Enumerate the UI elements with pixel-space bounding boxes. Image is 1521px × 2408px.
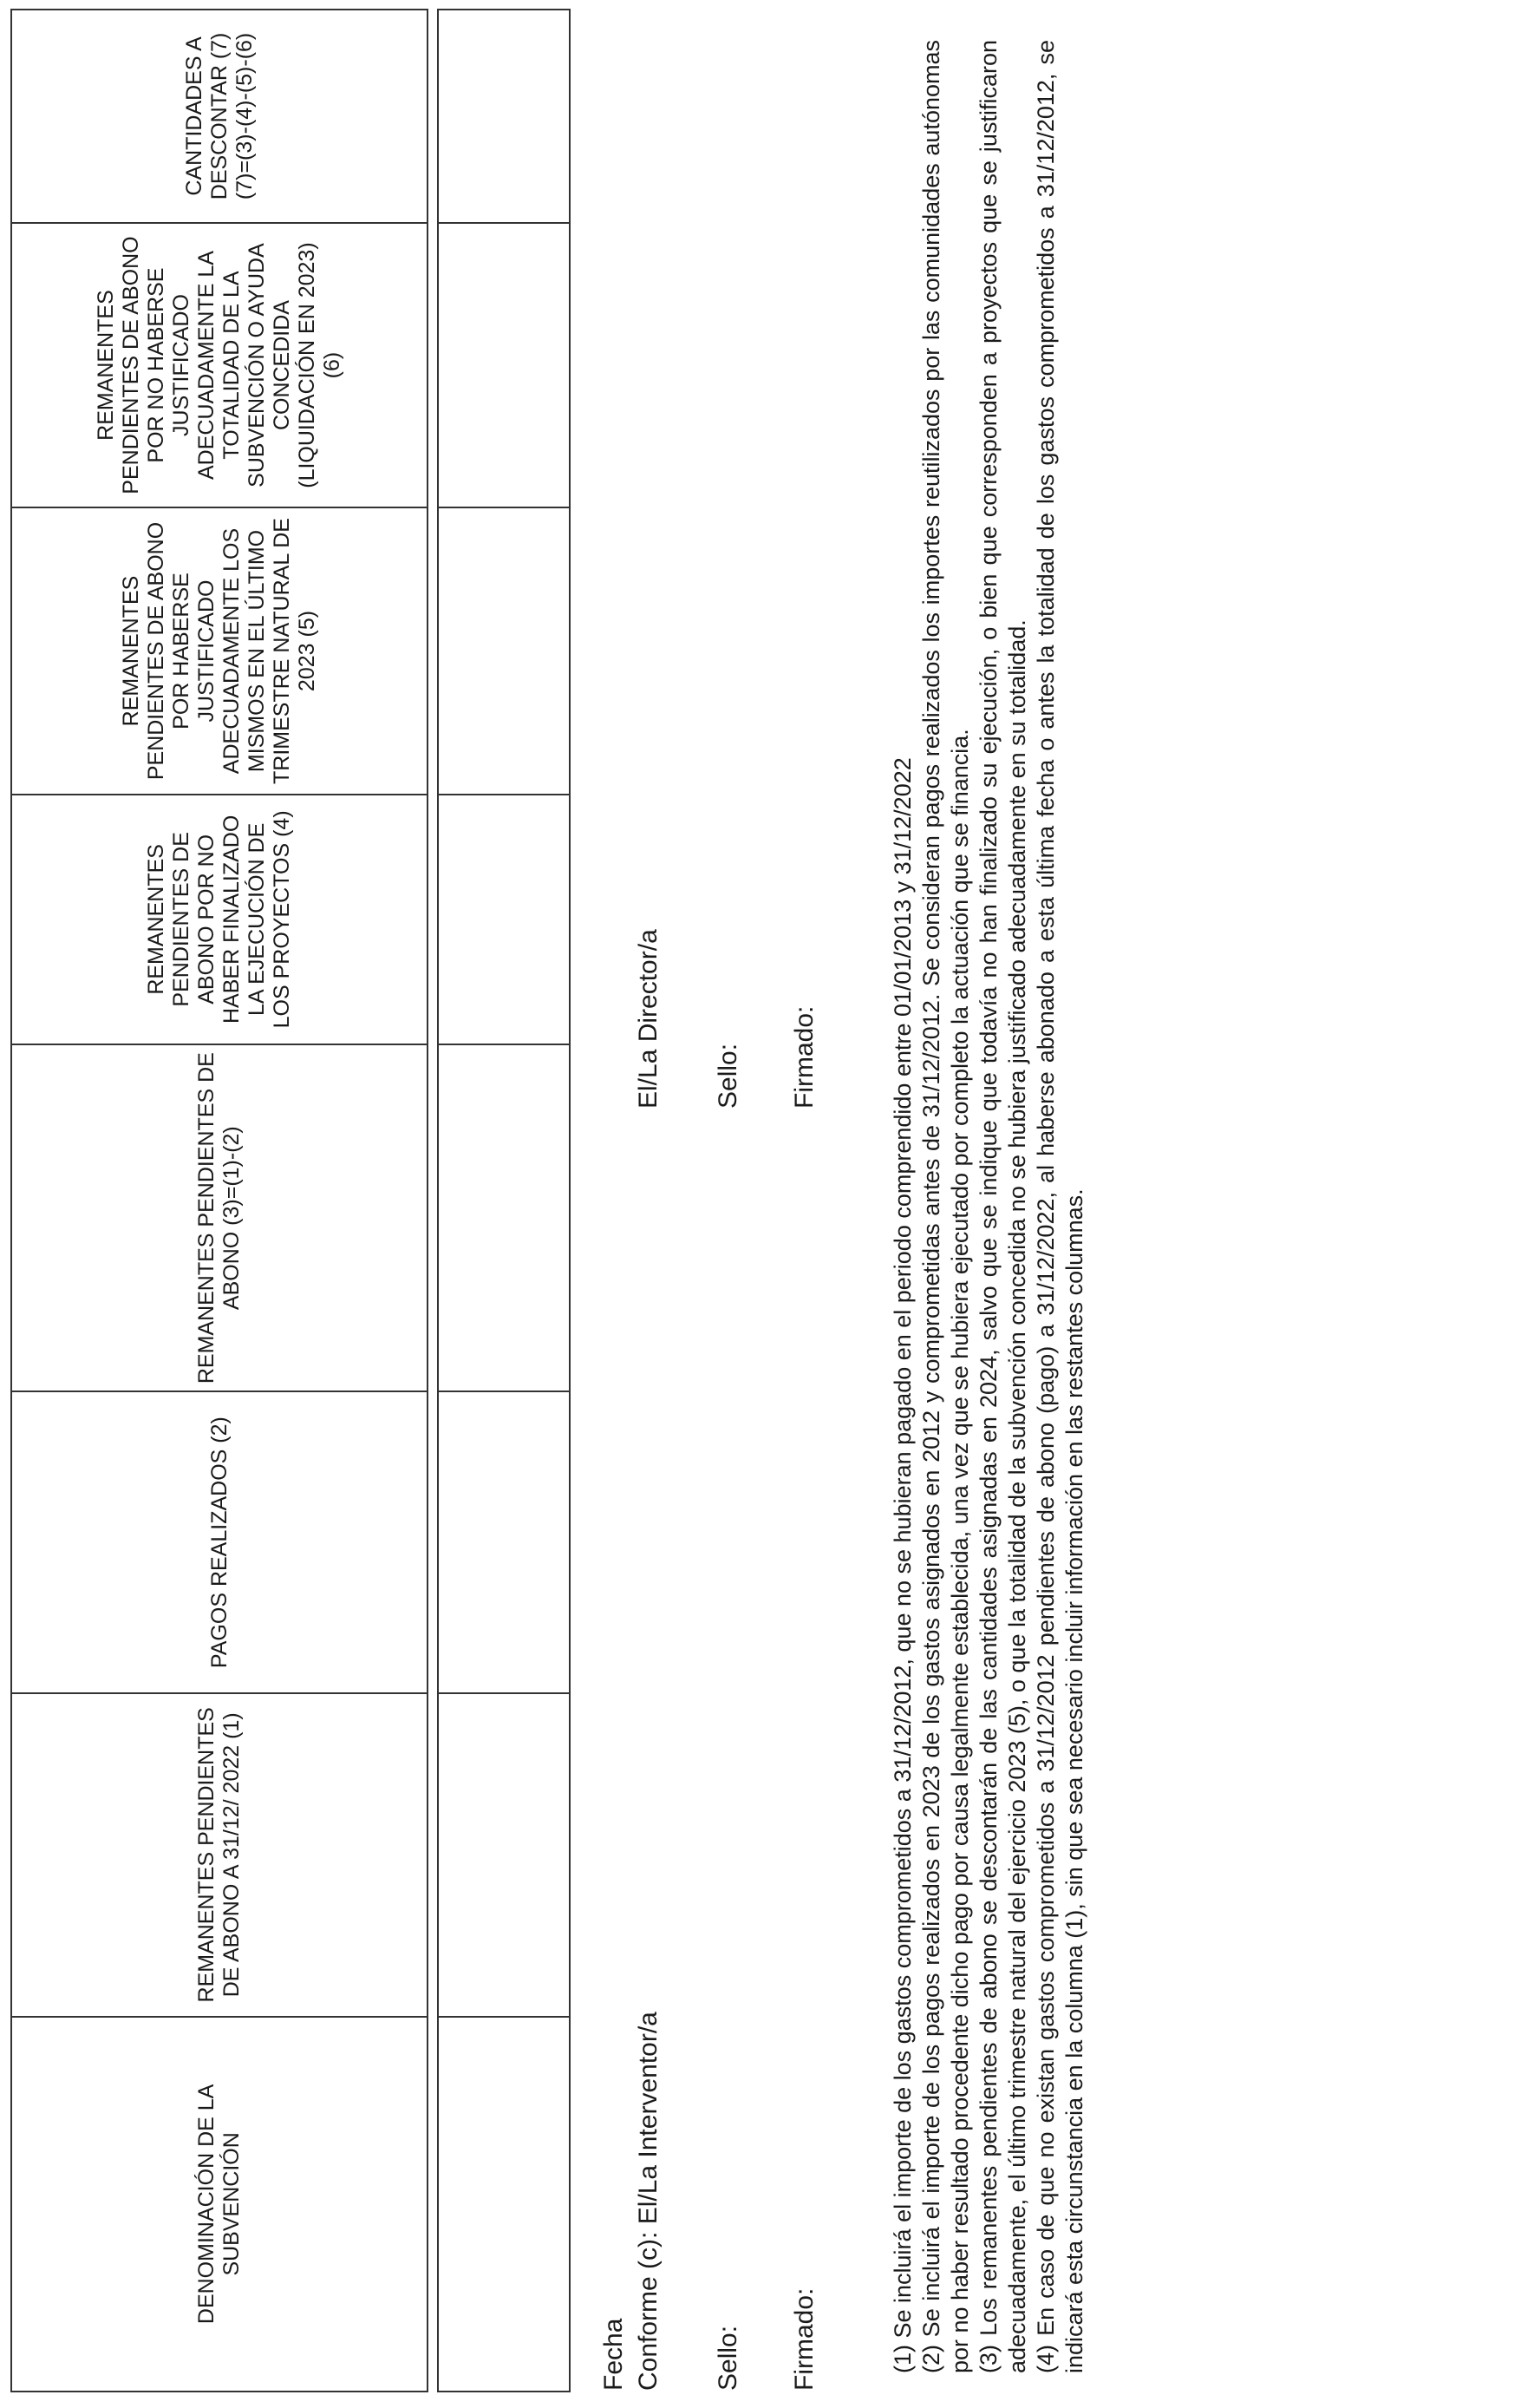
director-label: El/La Director/a: [634, 929, 663, 1109]
footnotes: [889, 40, 1089, 2373]
firmado-right-label: Firmado:: [790, 1005, 819, 1109]
table-row: [438, 10, 570, 2392]
footnote-4: (4) En caso de que no existan gastos comprometidos a 31/12/2012 pendientes de abono (pago) a 31/12/2022, al haberse abonado a esta última fecha o antes la totalidad de los gastos comprometidos a 31/12/2012, se indicará esta circunstancia en la columna (1), sin que sea necesario incluir información en las restantes columnas.: [1033, 40, 1087, 2373]
footnote-1: (1) Se incluirá el importe de los gastos comprometidos a 31/12/2012, que no se hubieran pagado en el periodo comprendido entre 01/01/2013 y 31/12/2022: [890, 757, 916, 2373]
cell-remanentes-2022[interactable]: [438, 1693, 570, 2017]
cell-no-justificado[interactable]: [438, 223, 570, 507]
remanentes-table: [10, 9, 428, 2392]
header-cantidades-descontar: CANTIDADES A DESCONTAR (7) (7)=(3)-(4)-(5)-(6): [11, 10, 428, 223]
cell-cantidades-descontar[interactable]: [438, 10, 570, 223]
data-entry-table: [437, 9, 571, 2392]
header-pagos-realizados: PAGOS REALIZADOS (2): [11, 1391, 428, 1692]
header-remanentes-2022: REMANENTES PENDIENTES DE ABONO A 31/12/ 2022 (1): [11, 1693, 428, 2017]
firmado-left-label: Firmado:: [790, 2287, 819, 2391]
conforme-interventor-label: Conforme (c): El/La Interventor/a: [634, 2012, 663, 2391]
cell-no-finalizado[interactable]: [438, 795, 570, 1044]
cell-justificado-2023[interactable]: [438, 507, 570, 795]
cell-denominacion[interactable]: [438, 2017, 570, 2392]
sello-right-label: Sello:: [714, 1043, 742, 1109]
fecha-label: Fecha: [599, 2318, 628, 2391]
cell-remanentes-pendientes[interactable]: [438, 1044, 570, 1391]
sello-left-label: Sello:: [714, 2325, 742, 2391]
header-no-justificado: REMANENTES PENDIENTES DE ABONO POR NO HABERSE JUSTIFICADO ADECUADAMENTE LA TOTALIDAD DE LA SUBVENCIÓN O AYUDA CONCEDIDA (LIQUIDACIÓN EN 2023) (6): [11, 223, 428, 507]
header-justificado-2023: REMANENTES PENDIENTES DE ABONO POR HABERSE JUSTIFICADO ADECUADAMENTE LOS MISMOS EN EL ÚLTIMO TRIMESTRE NATURAL DE 2023 (5): [11, 507, 428, 795]
table-header-row: [11, 10, 428, 2392]
header-denominacion: DENOMINACIÓN DE LA SUBVENCIÓN: [11, 2017, 428, 2392]
footnote-3: (3) Los remanentes pendientes de abono se descontarán de las cantidades asignadas en 2024, salvo que se indique que todavía no han finalizado su ejecución, o bien que corresponden a proyectos que se justificaron adecuadamente, el último trimestre natural del ejercicio 2023 (5), o que la totalidad de la subvención concedida no se hubiera justificado adecuadamente en su totalidad.: [976, 40, 1030, 2373]
cell-pagos-realizados[interactable]: [438, 1391, 570, 1692]
header-remanentes-pendientes: REMANENTES PENDIENTES DE ABONO (3)=(1)-(2): [11, 1044, 428, 1391]
footnote-2: (2) Se incluirá el importe de los pagos realizados en 2023 de los gastos asignados en 2012 y comprometidas antes de 31/12/2012. Se consideran pagos realizados los importes reutilizados por las comunidades autónomas por no haber resultado procedente dicho pago por causa legalmente establecida, una vez que se hubiera ejecutado por completo la actuación que se financia.: [918, 40, 973, 2373]
header-no-finalizado: REMANENTES PENDIENTES DE ABONO POR NO HABER FINALIZADO LA EJECUCIÓN DE LOS PROYECTOS (4): [11, 795, 428, 1044]
